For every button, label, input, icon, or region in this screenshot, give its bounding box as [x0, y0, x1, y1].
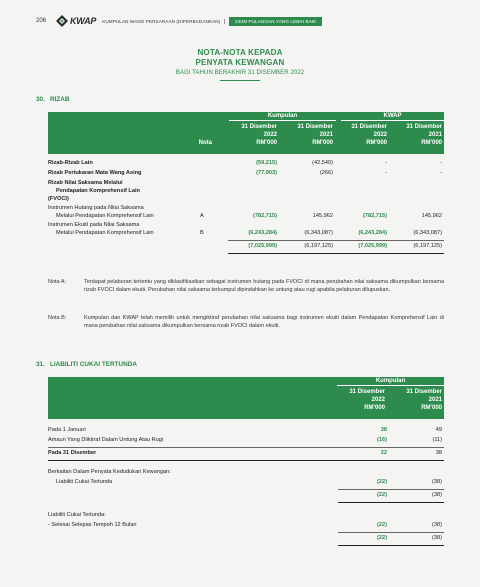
table-row: Melalui Pendapatan Komprehensif Lain B (6,243,284) (6,343,087) (6,243,284) (6,343,087) — [56, 230, 442, 236]
table-row: - Selesai Selepas Tempoh 12 Bulan (22) (38) — [48, 522, 442, 528]
table-row: Berkaitan Dalam Penyata Kedudukan Kewangan: — [48, 469, 171, 475]
note-a-key: Nota A: — [48, 279, 67, 285]
document-title — [0, 48, 480, 81]
table-row: Melalui Pendapatan Komprehensif Lain A (782,715) 145,962 (782,715) 145,962 — [56, 213, 442, 219]
section-30-number: 30. — [36, 96, 45, 103]
section-30-heading — [36, 96, 70, 103]
total-rule — [338, 502, 444, 503]
title-line-2: PENYATA KEWANGAN — [195, 58, 285, 67]
subtotal-rule — [338, 532, 444, 533]
col1-header: 31 Disember 2022 RM'000 — [349, 389, 385, 411]
table-row-total: (7,025,999) (6,197,125) (7,025,999) (6,197,125) — [248, 243, 442, 249]
note-a-text: Terdapat pelaburan tertentu yang diklasifikasikan sebagai instrumen hutang pada FVOCI di mana perubahan nilai saksama dikumpulkan bersama rizab FVOCI dalam ekuiti. Perubahan nilai saksama terkumpul dipindahkan ke untung atau rugi apabila pelaburan dilupuskan. — [84, 279, 444, 293]
table-row-total: (22) (38) — [377, 535, 442, 541]
table-row-total: Pada 31 Disember 22 38 — [48, 450, 442, 456]
tagline-badge: DEMI PULANGAN YANG LEBIH BAIK — [229, 17, 322, 26]
page-header — [36, 12, 456, 30]
table-row: Rizab Pertukaran Mata Wang Asing (77,903) (266) - - — [48, 170, 442, 176]
table-row: Liabiliti Cukai Tertunda: — [48, 512, 106, 518]
col2-header: 31 Disember 2021 RM'000 — [297, 124, 333, 146]
col3-header: 31 Disember 2022 RM'000 — [351, 124, 387, 146]
group-kwap: KWAP — [341, 112, 444, 121]
table-row-total: (22) (38) — [377, 492, 442, 498]
note-b-text: Kumpulan dan KWAP telah memilih untuk mengiktiraf perubahan nilai saksama bagi instrumen ekuiti dalam Pendapatan Komprehensif Lain di mana perubahan nilai saksama dikumpulkan bersama rizab FVOCI dalam ekuiti. — [84, 315, 444, 329]
nota-header: Nota — [198, 140, 212, 146]
total-rule — [338, 545, 444, 546]
table-row: Liabiliti Cukai Tertunda (22) (38) — [56, 479, 442, 485]
col2-header: 31 Disember 2021 RM'000 — [406, 389, 442, 411]
deferred-tax-table — [48, 377, 444, 557]
title-divider — [220, 80, 260, 81]
reserves-table — [48, 112, 444, 272]
table-row: Rizab Nilai Saksama Melalui — [48, 180, 123, 186]
kwap-logo-icon — [56, 15, 68, 27]
logo-text: KWAP — [70, 16, 97, 26]
table-row: Rizab-Rizab Lain (59,215) (42,540) - - — [48, 160, 442, 166]
group-kumpulan: Kumpulan — [229, 112, 336, 121]
section-31-title: LIABILITI CUKAI TERTUNDA — [50, 361, 137, 368]
total-rule — [48, 460, 444, 461]
page-number: 206 — [36, 18, 47, 24]
title-line-1: NOTA-NOTA KEPADA — [197, 48, 283, 57]
col1-header: 31 Disember 2022 RM'000 — [241, 124, 277, 146]
table-row: Amaun Yang Diiktiraf Dalam Untung Atau Rugi (16) (11) — [48, 437, 442, 443]
deferred-tax-table-header — [48, 377, 444, 419]
subtotal-rule — [48, 447, 444, 448]
kwap-logo — [56, 15, 96, 27]
table-row: Instrumen Hutang pada Nilai Saksama — [48, 205, 144, 211]
table-row: Pendapatan Komprehensif Lain — [56, 188, 140, 194]
note-b — [48, 315, 444, 330]
table-row: Instrumen Ekuiti pada Nilai Saksama — [48, 222, 140, 228]
total-rule — [228, 253, 444, 254]
note-b-key: Nota B: — [48, 315, 67, 321]
reserves-table-header — [48, 112, 444, 154]
subtotal-rule — [228, 240, 444, 241]
section-31-number: 31. — [36, 361, 45, 368]
note-a — [48, 279, 444, 294]
section-30-title: RIZAB — [50, 96, 70, 103]
subtotal-rule — [338, 489, 444, 490]
group-kumpulan: Kumpulan — [337, 377, 444, 386]
table-row: Pada 1 Januari 38 49 — [48, 427, 442, 433]
title-subtitle: BAGI TAHUN BERAKHIR 31 DISEMBER 2022 — [175, 70, 305, 76]
organization-title: KUMPULAN WANG PERSARAAN (DIPERBADANKAN) — [102, 19, 225, 24]
section-31-heading — [36, 361, 137, 368]
table-row: (FVOCI) — [48, 196, 69, 202]
col4-header: 31 Disember 2021 RM'000 — [406, 124, 442, 146]
